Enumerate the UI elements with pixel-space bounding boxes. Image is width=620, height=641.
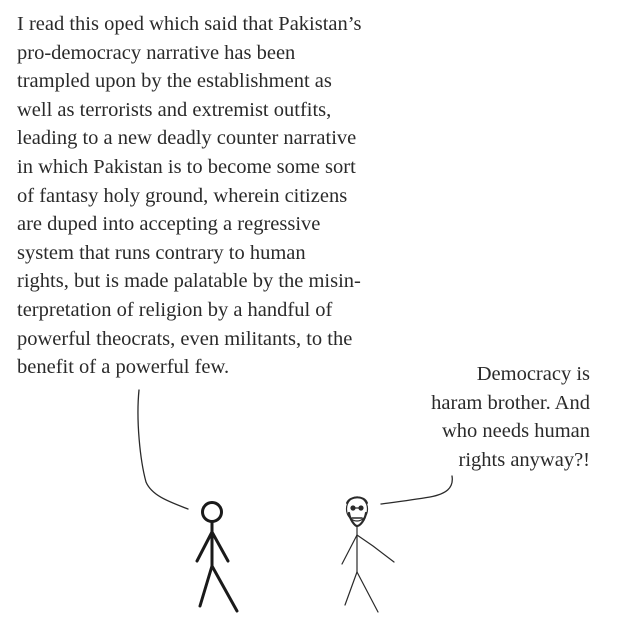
reply-line: Democracy is xyxy=(476,363,590,385)
stick-figure-left-arm xyxy=(197,532,212,561)
narration-line: are duped into accepting a regressive xyxy=(17,213,321,236)
reply-line: who needs human xyxy=(441,420,590,443)
stick-figure-bearded-icon xyxy=(342,497,394,612)
narration-line: in which Pakistan is to become some sort xyxy=(17,155,356,178)
bearded-figure-right-leg xyxy=(357,572,378,612)
bearded-figure-right-arm xyxy=(357,535,394,562)
narration-line: powerful theocrats, even militants, to the xyxy=(17,327,353,350)
bearded-figure-beard xyxy=(349,513,366,526)
narration-line: rights, but is made palatable by the misin- xyxy=(17,270,361,293)
bearded-figure-left-arm xyxy=(342,535,357,564)
narration-line: of fantasy holy ground, wherein citizens xyxy=(17,184,348,207)
reply-line: rights anyway?! xyxy=(458,448,590,471)
narration-line: benefit of a powerful few. xyxy=(17,356,230,379)
reply-speech-tail xyxy=(381,476,452,504)
bearded-figure-cap xyxy=(347,497,367,503)
narration-line: leading to a new deadly counter narrative xyxy=(17,127,357,150)
stick-figure-right-leg xyxy=(212,566,237,611)
narration-line: well as terrorists and extremist outfits, xyxy=(17,98,332,121)
bearded-figure-left-leg xyxy=(345,572,357,605)
narration-line: I read this oped which said that Pakistan’s xyxy=(17,13,362,35)
narration-line: pro-democracy narrative has been xyxy=(17,41,296,64)
narration-line: trampled upon by the establishment as xyxy=(17,70,332,93)
stick-figure-right-arm xyxy=(212,532,228,561)
stick-figure-head xyxy=(203,503,222,522)
narration-speech-tail xyxy=(138,390,188,509)
reply-line: haram brother. And xyxy=(431,391,590,414)
stick-figure-plain-icon xyxy=(197,503,237,612)
narration-line: terpretation of religion by a handful of xyxy=(17,298,333,321)
stick-figure-left-leg xyxy=(200,566,212,606)
narration-line: system that runs contrary to human xyxy=(17,241,306,264)
